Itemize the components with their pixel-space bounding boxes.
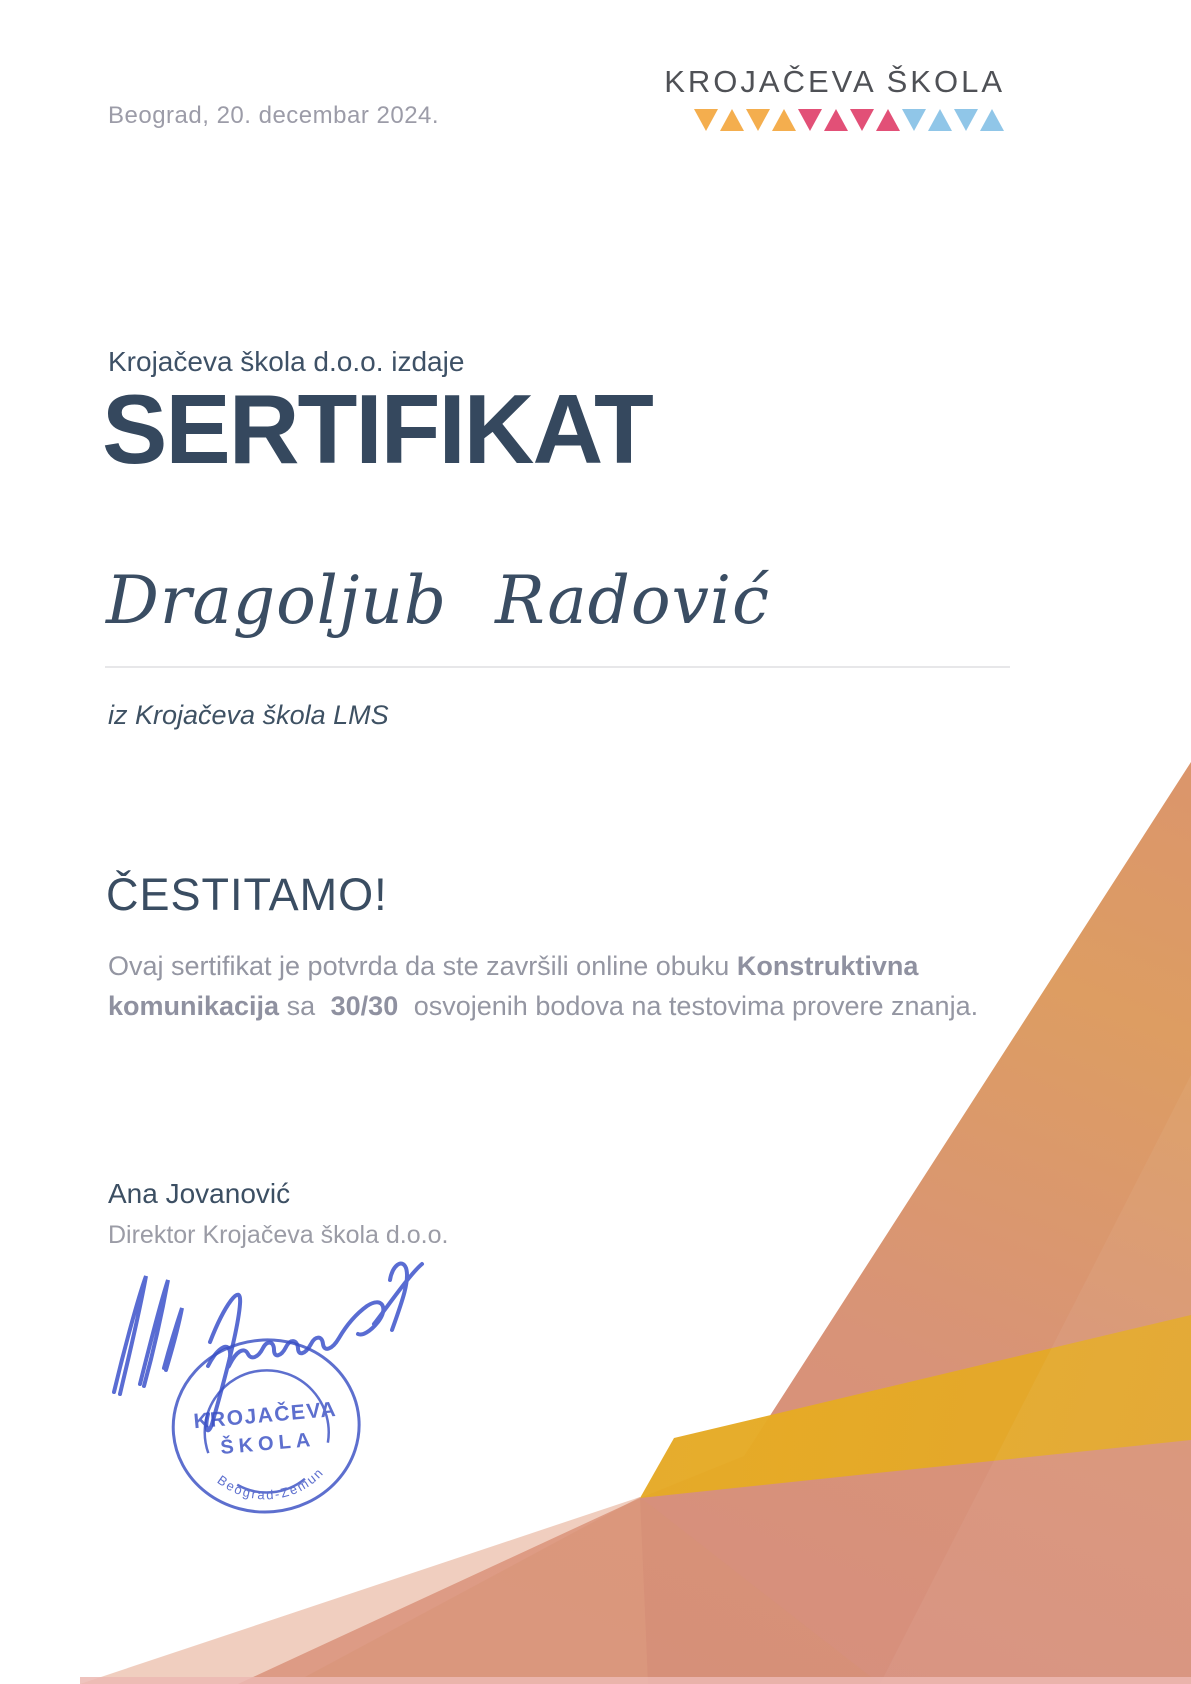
- signatory-name: Ana Jovanović: [108, 1178, 291, 1209]
- logo-wordmark: KROJAČEVA ŠKOLA: [664, 64, 1005, 99]
- logo-triangle-blue: [902, 109, 926, 131]
- recipient-name-underline: [105, 666, 1010, 668]
- logo-triangle-orange: [772, 109, 796, 131]
- logo: [664, 64, 1005, 131]
- company-stamp: [159, 1326, 374, 1523]
- course-name: Konstruktivna komunikacija: [108, 951, 919, 1021]
- logo-triangle-strip: [664, 109, 1005, 131]
- stamp-text-line1: KROJAČEVA: [192, 1397, 338, 1434]
- certificate-title: SERTIFIKAT: [102, 374, 652, 484]
- stamp-arc-text: Beograd-Zemun: [214, 1464, 328, 1503]
- recipient-origin: iz Krojačeva škola LMS: [108, 700, 389, 730]
- body-part2: sa: [286, 991, 316, 1021]
- congrats-heading: ČESTITAMO!: [106, 869, 388, 920]
- certificate-date: Beograd, 20. decembar 2024.: [108, 102, 440, 129]
- stamp-text-line2: ŠKOLA: [219, 1428, 317, 1460]
- logo-triangle-orange: [720, 109, 744, 131]
- recipient-name: Dragoljub Radović: [106, 562, 771, 639]
- logo-triangle-blue: [980, 109, 1004, 131]
- logo-triangle-orange: [694, 109, 718, 131]
- body-part1: Ovaj sertifikat je potvrda da ste završili online obuku: [108, 951, 730, 981]
- score-value: 30/30: [330, 991, 399, 1021]
- logo-triangle-blue: [954, 109, 978, 131]
- logo-triangle-orange: [746, 109, 770, 131]
- issuer-line: Krojačeva škola d.o.o. izdaje: [108, 346, 465, 377]
- body-part3: osvojenih bodova na testovima provere znanja.: [413, 991, 979, 1021]
- signatory-role: Direktor Krojačeva škola d.o.o.: [108, 1221, 449, 1249]
- certificate-body-text: [108, 946, 1008, 1026]
- logo-triangle-blue: [928, 109, 952, 131]
- logo-triangle-pink: [850, 109, 874, 131]
- logo-triangle-pink: [798, 109, 822, 131]
- background-bottom-strip: [80, 1677, 1191, 1684]
- logo-triangle-pink: [876, 109, 900, 131]
- logo-triangle-pink: [824, 109, 848, 131]
